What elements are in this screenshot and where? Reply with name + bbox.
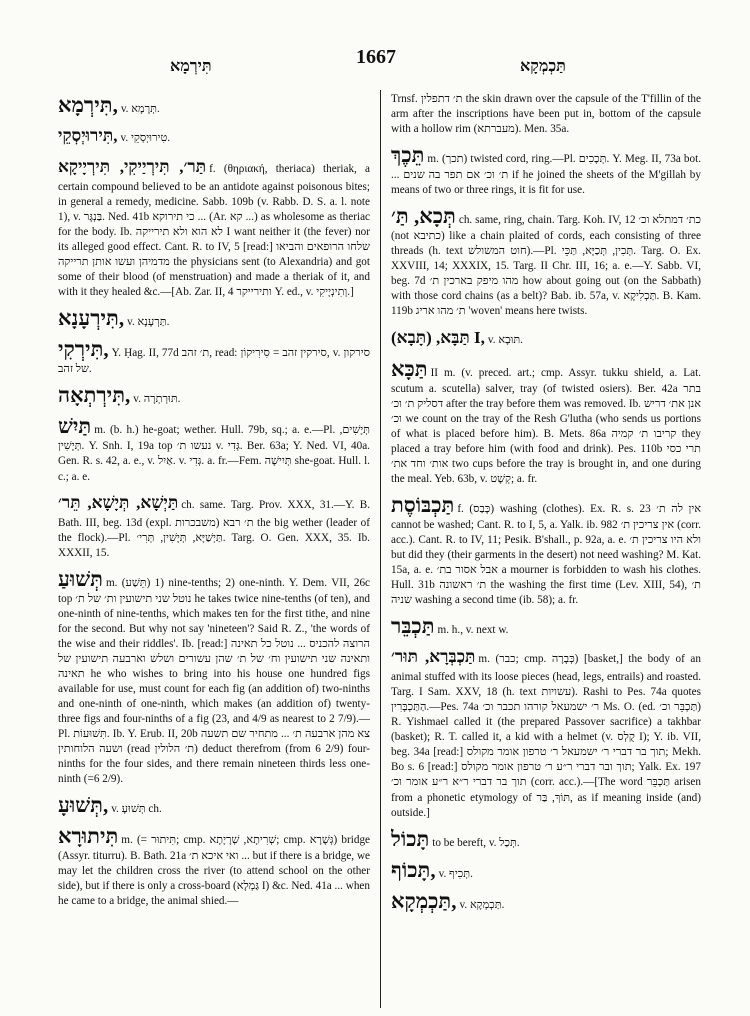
entry-headword: תָּכוֹף, xyxy=(391,857,436,882)
entry-definition: m. (= תִּיתוּר; cmp. שְׁרִיתָא, שְׁרָיָתָא; cmp. גְּשָׁרָא) bridge (Assyr. titurru). B. Bath. 21a ואי איכא ת׳ ... but if there is a bridge, we may let the children cross the river (to attend school on the other side), but if there is only a cross-board (גַּמְלָא I) &c. Ned. 41a ... when he came to a bridge, the animal shied.— xyxy=(58,834,370,908)
dictionary-entry xyxy=(58,336,370,377)
dictionary-entry xyxy=(58,305,370,331)
entry-headword: תְּשׁוּעָ, xyxy=(58,793,109,818)
entry-definition: II m. (v. preced. art.; cmp. Assyr. tukku shield, a. Lat. scutum a. scutella) salver, tray (of twisted osiers). Ber. 42a בתר דסליק ת׳ וכ׳ after the tray before them was removed. Ib. אנן את׳ דריש וכ׳ we count on the tray of the Resh G'lutha (who sends us portions of what is placed before him). B. Mets. 86a קריבו ת׳ קמיה they placed a tray before him (with food and drink). Pes. 110b תרי כסי אות׳ וחד את׳ two cups before the tray is brought in, and one during the meal. Yeb. 63b, v. קְשָׁט; a. fr. xyxy=(391,366,701,485)
dictionary-entry xyxy=(391,142,701,198)
entry-definition: m. (תֵּשַׁע) 1) nine-tenths; 2) one-ninth. Y. Dem. VII, 26c top נוטל שני תישועין ות׳ של ת׳ he takes twice nine-tenths (of ten), and one-ninth of nine-tenths, which makes ten for the first tithe, and nine for the second. But why not say 'nineteen'? Said R. Z., 'the words of the wise and their riddles'. Ib. [read:] הרוצה להכניס ... נוטל כל תאינה ותאינה שני תישועין וח׳ של ת׳ שהן עשורים ושלש וארבעה תישועין של תאינה he who wishes to bring into his house one hundred figs available for use, must count for each fig (an addition of) two-ninths and one-ninth of one-ninth, which makes (an addition of) twenty-three figs and four-ninths of a fig (23, and 4/9 as nearest to 2 7/9).—Pl. תִּשׁוּעוֹת. Ib. Y. Erub. II, 20b צא מהן ארבעה ת׳ ... מתחיר שם תשעה ושעה הלוחותין (read ת׳ הלולין) deduct therefrom (from 6 2/9) four-ninths for the four sides, and there remain nineteen thirds less one-ninth (=6 2/9). xyxy=(58,576,370,786)
dictionary-entry xyxy=(58,490,370,561)
dictionary-entry xyxy=(58,154,370,300)
dictionary-entry xyxy=(391,356,701,487)
entry-definition: m. (תכך) twisted cord, ring.—Pl. תְּכָכִים. Y. Meg. II, 73a bot. ... ת׳ וכ׳ אם תפר בה שנים if he joined the sheets of the M'gillah by means of two or three rings, it is fit for use. xyxy=(391,153,701,197)
entry-headword: תִּירְתְאָה, xyxy=(58,383,131,408)
page-header xyxy=(0,46,750,74)
entry-definition: v. תַּכְמְקָא. xyxy=(459,898,505,911)
column-divider xyxy=(380,90,381,1008)
entry-definition: m. (b. h.) he-goat; wether. Hull. 79b, sq.; a. e.—Pl. תְּיָשִׁים, תְּיָשִׁין. Y. Snh. I, 19a top נעשו ת׳ v. גְּדִי. Ber. 63a; Y. Ned. VI, 40a. Gen. R. s. 42, a. e., v. אַיִל. v. גְּדִי. a. fr.—Fem. תְּיִישָׁה she-goat. Hull. l. c.; a. e. xyxy=(58,424,370,483)
entry-definition: ch. same. Targ. Prov. XXX, 31.—Y. B. Bath. III, beg. 13d (expl. משבכרות) ת׳ רבא the big wether (leader of the flock).—Pl. תַּיְשַׁיָּא, תְּיָשִׁין, תְּרִי׳. Targ. O. Gen. XXX, 35. Ib. XXXII, 15. xyxy=(58,498,370,559)
dictionary-entry xyxy=(58,566,370,788)
entry-definition: f. (θηριακή, theriaca) theriak, a certain compound believed to be an antidote against poisonous bites; in general a remedy, medicine. Sabb. 109b (v. Rabb. D. S. a. l. note 1), v. בַּנְגָּר. Ned. 41b כי תירוקא ... (Ar. קא ...) as wholesome as theriac for the body. Ib. לא הוא ולא תירייקה I want neither it (the fever) nor its alleged good effect. Cant. R. to IV, 5 [read:] שלחו הרופאים והביאו מדמיהן ועשו אותן תרייקה the physicians sent (to Alexandria) and got some of their blood (of menstruation) and made a theriak of it, and with it they healed &c.—[Ab. Zar. II, 4 ותירייקר Y. ed., v. וְתִינְיָיקִי.] xyxy=(58,163,370,299)
dictionary-entry xyxy=(391,325,701,351)
dictionary-entry xyxy=(391,613,701,639)
entry-headword: תֵּכֶךְ xyxy=(391,143,425,168)
entry-definition: Y. Ḥag. II, 77d ת׳ זהב, read: סירקין זהב = סִירִיקוֹן, v. סירקון של זהב. xyxy=(58,347,370,376)
dictionary-entry xyxy=(58,823,370,909)
dictionary-entry xyxy=(391,644,701,820)
entry-headword: תַּכְמְקָא, xyxy=(391,888,457,913)
entry-headword: תְּשׁוּעַ xyxy=(58,566,103,591)
dictionary-entry xyxy=(391,492,701,608)
entry-headword: תִּירוּיְסְקֵי, xyxy=(58,126,118,145)
entry-definition: v. תּוּבָא. xyxy=(487,333,523,346)
entry-headword: תִּירְקִי, xyxy=(58,337,109,362)
dictionary-entry xyxy=(58,382,370,408)
entry-definition: v. תְּרָמָא. xyxy=(120,103,160,115)
entry-headword: תַּבָּא, (תָּבָא) I, xyxy=(391,327,485,347)
entry-definition: v. תְּכִיף. xyxy=(438,867,473,880)
entry-definition: Trnsf. ת׳ דתפלין the skin drawn over the capsule of the T'fillin of the arm after the inscriptions have been put in, bottom of the capsule with a hollow rim (מעברתא). Men. 35a. xyxy=(391,93,701,136)
entry-definition: m. (כבר; cmp. כְּבָרָה) [basket,] the body of an animal stuffed with its loose pieces (head, legs, entrails) and roasted. Targ. I Sam. XXV, 18 (h. text עשויות). Rashi to Pes. 74a quotes הַתַּכְבָּרִין.—Pes. 74a ר׳ ישמעאל קורהו תכבר וכ׳ Ms. O. (ed. תַּכְבֵּר וכ׳) R. Yishmael called it (the prepared Passover sacrifice) a takhbar (basket); R. T. called it, a kid with a helmet (v. קֻלְס I); Y. ib. VII, beg. 34a [read:] תוך בר דברי ר׳ ישמעאל ר׳ טרפון אומר מקולס; Mekh. Bo s. 6 [read:] תוך ובר דברי ר״ע ר׳ טרפון אומר מקולס; Yalk. Ex. 197 תוך בר דברי ר״א ר״ע אומר וכ׳ (corr. acc.).—[The word תַּכְבֵּר arisen from a phonetic etymology of תּוֹךְ, בַּר, as if meaning inside (and) outside.] xyxy=(391,653,701,819)
entry-definition: to be bereft, v. תְּכַל. xyxy=(432,836,520,849)
entry-headword: תַּכְבֵּר xyxy=(391,614,435,639)
entry-definition: ch. same, ring, chain. Targ. Koh. IV, 12 כת׳ דמתלא וכ׳ (not כתיבא) like a chain plaited of cords, each consisting of three threads (h. text חוט המשולש).—Pl. תְּכִין, תְּכַיָּא, תַּכֵּי. Targ. O. Ex. XXVIII, 14; XXXIX, 15. Targ. II Chr. III, 16; a. e.—Y. Sabb. VI, beg. 7d מהו מיפק בארכין ת׳ how about going out (on the Sabbath) with those cord chains (as a belt)? Bab. ib. 57a, v. תַּכְלִיקָא. B. Kam. 119b ת׳ מהו אריג 'woven' means here twists. xyxy=(391,214,701,318)
dictionary-entry xyxy=(391,203,701,319)
dictionary-entry xyxy=(58,92,370,118)
running-head-right: תַּכְמְקָא xyxy=(520,58,566,75)
entry-headword: תַּכְבְּרָא, תּוּר׳ xyxy=(391,647,476,667)
entry-definition: v. תּוּרְתְרָה. xyxy=(133,393,181,406)
page-number: 1667 xyxy=(356,46,396,68)
entry-headword: תָּכוֹל xyxy=(391,826,430,851)
entry-headword: תִּירְמָא, xyxy=(58,93,118,117)
dictionary-entry xyxy=(391,888,701,914)
dictionary-entry xyxy=(58,413,370,484)
entry-definition: v. תְּשׁוּעָ ch. xyxy=(111,803,162,816)
entry-headword: תַּיִשׁ xyxy=(58,414,92,439)
dictionary-entry xyxy=(391,92,701,137)
dictionary-entry xyxy=(58,792,370,818)
entry-headword: תִּירְעָנָא, xyxy=(58,306,125,331)
entry-definition: v. טִירוּיְסְקֵי. xyxy=(120,132,171,144)
entry-headword: תַּכָּא xyxy=(391,356,428,381)
entry-definition: m. h., v. next w. xyxy=(437,624,509,637)
dictionary-entry xyxy=(391,857,701,883)
right-column xyxy=(391,92,701,1002)
entry-headword: תִּיתוּרָא xyxy=(58,824,119,849)
dictionary-entry xyxy=(58,123,370,149)
running-head-left: תִּירְמָא xyxy=(170,58,212,75)
entry-headword: תַּיְשָׁא, תְּיָשָׁא, תֵּר׳ xyxy=(58,492,179,512)
entry-definition: v. תַּרְעָנָא. xyxy=(127,316,170,329)
entry-definition: f. (כָּבַס) washing (clothes). Ex. R. s. 23 אין לה ת׳ cannot be washed; Cant. R. to I, 5, a. Yalk. ib. 982 אין צריכין ת׳ (corr. acc.). Cant. R. to IV, 11; Pesik. B'shall., p. 92a, a. e. ולא היו צריכין ת׳ but did they (their garments in the desert) not need washing? M. Kat. 15a, a. e. אבל אסור בת׳ a mourner is forbidden to wash his clothes. Hull. 31b ת׳ ראשונה the washing the first time (Lev. XIII, 54), ת׳ שניה washing a second time (ib. 58); a. fr. xyxy=(391,502,701,607)
entry-headword: תַּכְבּוֹסֶת xyxy=(391,492,455,517)
entry-headword: תְּכָא, תַּ׳ xyxy=(391,204,456,229)
left-column xyxy=(58,92,370,1002)
entry-headword: תַּר׳, תִּירְיַיקִי, תִּירְיָיקָא xyxy=(58,157,207,176)
dictionary-entry xyxy=(391,826,701,852)
